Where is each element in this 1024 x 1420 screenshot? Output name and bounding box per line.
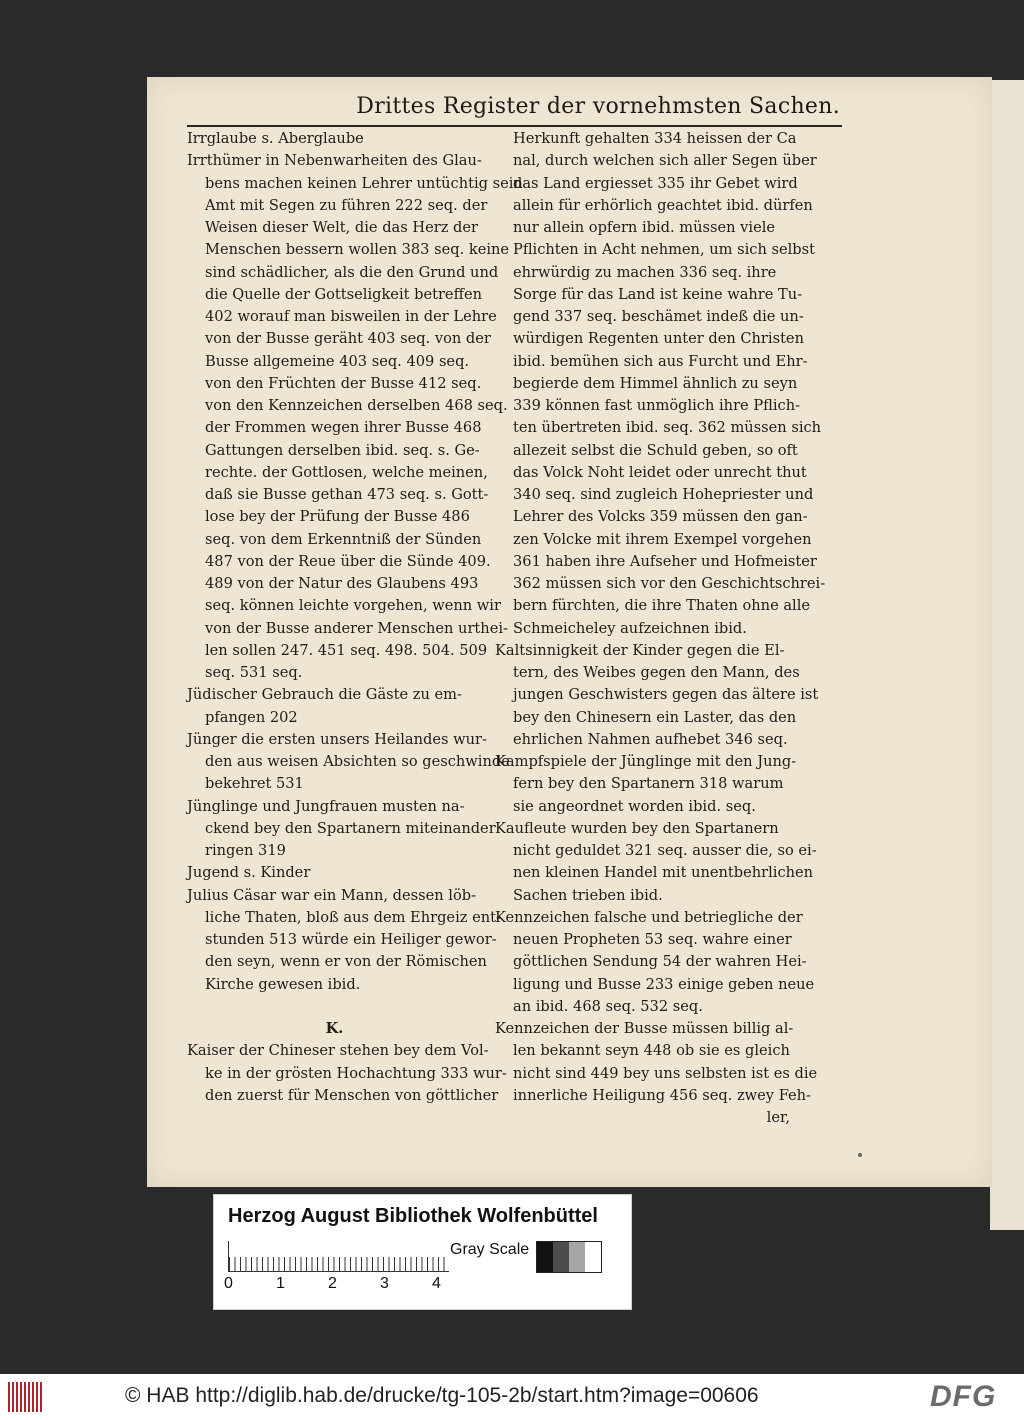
index-line: Gattungen derselben ibid. seq. s. Ge- (205, 441, 480, 459)
index-line: neuen Propheten 53 seq. wahre einer (513, 931, 792, 948)
index-line: Schmeicheley aufzeichnen ibid. (513, 619, 747, 637)
gray-scale-swatches (536, 1241, 602, 1273)
footer (0, 1374, 1024, 1420)
index-line: 489 von der Natur des Glaubens 493 (205, 575, 479, 592)
index-line: Sachen trieben ibid. (513, 886, 663, 904)
index-line: Sorge für das Land ist keine wahre Tu- (513, 285, 803, 303)
dfg-logo: DFG (930, 1380, 997, 1413)
index-line: Kennzeichen falsche und betriegliche der (495, 908, 803, 926)
ruler-number: 0 (224, 1275, 233, 1292)
index-line: von der Busse geräht 403 seq. von der (205, 330, 491, 348)
index-line: lose bey der Prüfung der Busse 486 (205, 508, 470, 526)
gray-scale-label: Gray Scale (450, 1241, 530, 1258)
index-line: bern fürchten, die ihre Thaten ohne alle (513, 597, 811, 615)
index-line: begierde dem Himmel ähnlich zu seyn (513, 374, 798, 392)
gray-swatch (569, 1242, 585, 1272)
adjacent-page-edge (990, 80, 1024, 1230)
paper-speck (858, 1153, 862, 1157)
gray-swatch (537, 1242, 553, 1272)
index-line: Jüdischer Gebrauch die Gäste zu em- (187, 686, 462, 704)
index-line: den aus weisen Absichten so geschwinde (205, 753, 510, 770)
index-line: ligung und Busse 233 einige geben neue (513, 975, 815, 993)
index-line: das Volck Noht leidet oder unrecht thut (513, 463, 807, 481)
index-line: seq. von dem Erkenntniß der Sünden (205, 530, 482, 548)
index-line: daß sie Busse gethan 473 seq. s. Gott- (205, 486, 489, 503)
index-line: allein für erhörlich geachtet ibid. dürfen (513, 196, 813, 214)
index-line: sind schädlicher, als die den Grund und (205, 263, 499, 281)
index-line: pfangen 202 (205, 708, 298, 726)
index-line: bekehret 531 (205, 775, 304, 793)
index-line: Weisen dieser Welt, die das Herz der (205, 219, 478, 236)
index-line: ckend bey den Spartanern miteinander (205, 819, 496, 837)
index-line: Pflichten in Acht nehmen, um sich selbst (513, 241, 815, 259)
ruler-number: 1 (276, 1275, 285, 1292)
index-line: Kaufleute wurden bey den Spartanern (495, 819, 779, 837)
index-line: ibid. bemühen sich aus Furcht und Ehr- (513, 352, 808, 370)
index-line: 362 müssen sich vor den Geschichtschrei- (513, 575, 826, 592)
index-line: allezeit selbst die Schuld geben, so oft (513, 441, 798, 459)
ruler-number: 4 (432, 1275, 441, 1292)
index-line: nur allein opfern ibid. müssen viele (513, 219, 776, 236)
index-line: an ibid. 468 seq. 532 seq. (513, 997, 703, 1015)
cm-ruler (228, 1241, 449, 1272)
index-line: Kirche gewesen ibid. (205, 975, 361, 993)
index-line: würdigen Regenten unter den Christen (513, 330, 804, 348)
index-line: göttlichen Sendung 54 der wahren Hei- (513, 953, 807, 971)
header-rule (187, 125, 842, 127)
index-line: Lehrer des Volcks 359 müssen den gan- (513, 508, 808, 526)
index-line: 361 haben ihre Aufseher und Hofmeister (513, 552, 817, 570)
index-line: innerliche Heiligung 456 seq. zwey Feh- (513, 1086, 811, 1104)
index-line: den seyn, wenn er von der Römischen (205, 953, 487, 971)
index-line: nicht sind 449 bey uns selbsten ist es die (513, 1064, 818, 1082)
index-line: Julius Cäsar war ein Mann, dessen löb- (187, 886, 477, 904)
index-line: Kaiser der Chineser stehen bey dem Vol- (187, 1042, 489, 1060)
index-line: liche Thaten, bloß aus dem Ehrgeiz ent- (205, 908, 501, 926)
index-line: die Quelle der Gottseligkeit betreffen (205, 285, 482, 303)
ruler-number: 3 (380, 1275, 389, 1292)
index-line: len bekannt seyn 448 ob sie es gleich (513, 1042, 790, 1060)
barcode-icon (8, 1382, 44, 1412)
index-line: stunden 513 würde ein Heiliger gewor- (205, 931, 497, 948)
index-line: K. (325, 1020, 344, 1037)
index-line: ten übertreten ibid. seq. 362 müssen sich (513, 419, 822, 437)
index-line: Jünger die ersten unsers Heilandes wur- (187, 730, 487, 748)
index-line: zen Volcke mit ihrem Exempel vorgehen (513, 530, 812, 548)
index-line: sie angeordnet worden ibid. seq. (513, 797, 756, 815)
index-line: rechte. der Gottlosen, welche meinen, (205, 463, 488, 481)
index-line: bey den Chinesern ein Laster, das den (513, 708, 797, 726)
index-line: Jugend s. Kinder (187, 864, 311, 882)
index-line: ler, (766, 1109, 790, 1126)
index-column-left (187, 128, 523, 1107)
index-line: Busse allgemeine 403 seq. 409 seq. (205, 352, 470, 370)
index-line: den zuerst für Menschen von göttlicher (205, 1086, 499, 1104)
index-line: 402 worauf man bisweilen in der Lehre (205, 308, 497, 325)
index-line: 487 von der Reue über die Sünde 409. (205, 552, 491, 570)
index-line: ke in der grösten Hochachtung 333 wur- (205, 1064, 507, 1082)
index-line: seq. können leichte vorgehen, wenn wir (205, 597, 501, 615)
gray-swatch (585, 1242, 601, 1272)
index-line: 340 seq. sind zugleich Hohepriester und (513, 486, 814, 503)
index-line: von der Busse anderer Menschen urthei- (205, 619, 508, 637)
library-name: Herzog August Bibliothek Wolfenbüttel (228, 1205, 598, 1227)
index-line: ehrlichen Nahmen aufhebet 346 seq. (513, 730, 788, 748)
index-line: Herkunft gehalten 334 heissen der Ca (513, 130, 797, 147)
copyright-link[interactable]: © HAB http://diglib.hab.de/drucke/tg-105-2b/start.htm?image=00606 (125, 1384, 759, 1407)
index-line: gend 337 seq. beschämet indeß die un- (513, 308, 804, 325)
index-line: fern bey den Spartanern 318 warum (513, 775, 784, 793)
index-line: ehrwürdig zu machen 336 seq. ihre (513, 263, 777, 281)
index-line: nicht geduldet 321 seq. ausser die, so ei- (513, 842, 817, 859)
index-line: ringen 319 (205, 842, 286, 859)
color-scale-bar (213, 1194, 632, 1310)
index-line: nen kleinen Handel mit unentbehrlichen (513, 864, 814, 882)
index-line: Kaltsinnigkeit der Kinder gegen die El- (495, 641, 785, 659)
index-line: len sollen 247. 451 seq. 498. 504. 509 (205, 641, 488, 659)
gray-swatch (553, 1242, 569, 1272)
index-line: nal, durch welchen sich aller Segen über (513, 152, 817, 170)
index-line: bens machen keinen Lehrer untüchtig sein (205, 174, 523, 192)
index-line: Kampfspiele der Jünglinge mit den Jung- (495, 753, 797, 770)
index-line: von den Früchten der Busse 412 seq. (205, 374, 482, 392)
index-column-right (495, 128, 826, 1129)
ruler-number: 2 (328, 1275, 337, 1292)
index-line: 339 können fast unmöglich ihre Pflich- (513, 397, 801, 414)
index-line: Irrglaube s. Aberglaube (187, 130, 364, 147)
index-line: das Land ergiesset 335 ihr Gebet wird (513, 174, 798, 192)
index-line: seq. 531 seq. (205, 664, 303, 681)
index-line: Kennzeichen der Busse müssen billig al- (495, 1020, 794, 1037)
index-line: jungen Geschwisters gegen das ältere ist (513, 686, 819, 704)
page-header: Drittes Register der vornehmsten Sachen. (356, 94, 840, 119)
index-line: tern, des Weibes gegen den Mann, des (513, 664, 800, 681)
index-line: Amt mit Segen zu führen 222 seq. der (205, 196, 488, 214)
index-line: Irrthümer in Nebenwarheiten des Glau- (187, 152, 482, 170)
index-line: von den Kennzeichen derselben 468 seq. (205, 397, 508, 414)
index-line: der Frommen wegen ihrer Busse 468 (205, 419, 482, 437)
index-line: Menschen bessern wollen 383 seq. keine (205, 241, 510, 259)
index-line (187, 996, 482, 1018)
index-line: Jünglinge und Jungfrauen musten na- (187, 797, 465, 815)
